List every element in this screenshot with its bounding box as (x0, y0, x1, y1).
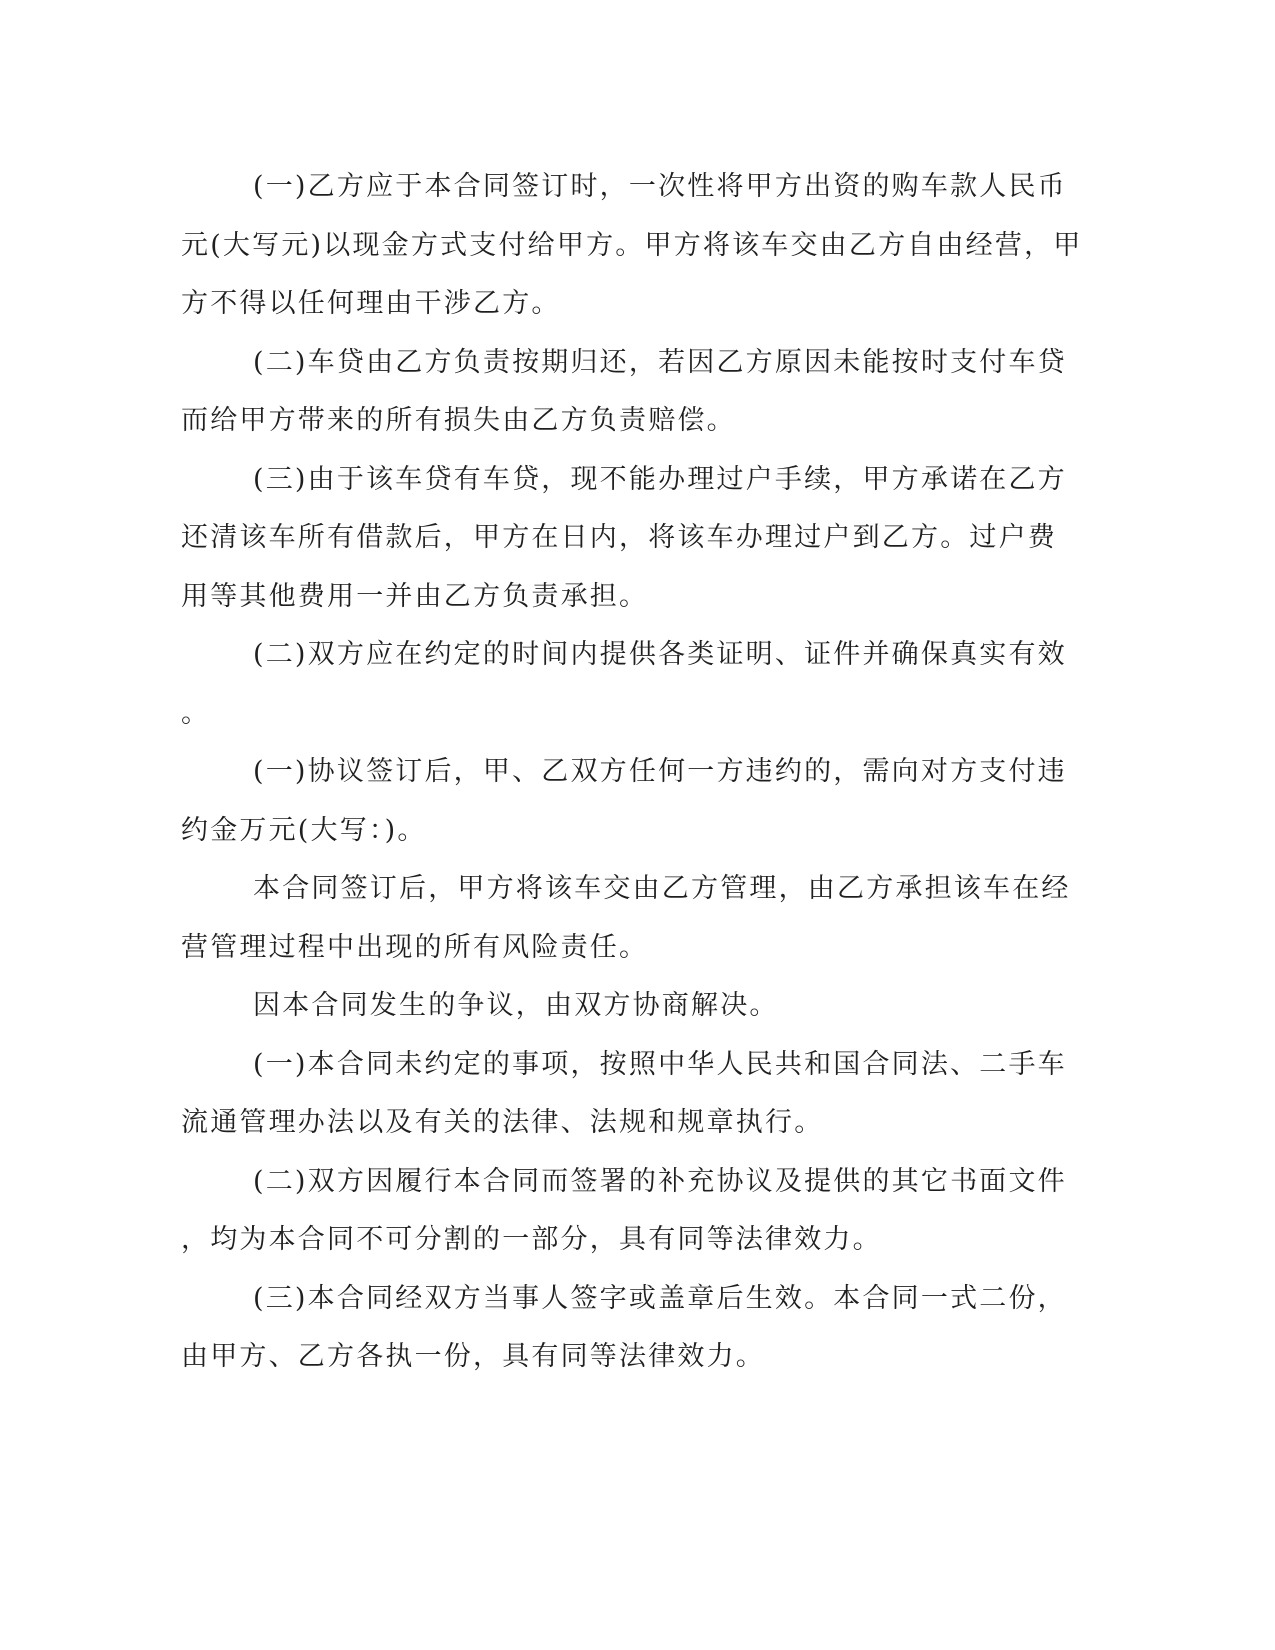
text-line: 约金万元(大写：)。 (181, 814, 427, 846)
text-line: 还清该车所有借款后，甲方在日内，将该车办理过户到乙方。过户费 (181, 522, 1057, 553)
text-line: (二)双方应在约定的时间内提供各类证明、证件并确保真实有效 (253, 639, 1067, 670)
document-body (181, 158, 1083, 1387)
text-line: 元(大写元)以现金方式支付给甲方。甲方将该车交由乙方自由经营，甲 (181, 229, 1083, 261)
text-line: (一)协议签订后，甲、乙双方任何一方违约的，需向对方支付违 (253, 756, 1067, 787)
text-line: (三)由于该车贷有车贷，现不能办理过户手续，甲方承诺在乙方 (253, 463, 1067, 495)
text-line: ，均为本合同不可分割的一部分，具有同等法律效力。 (181, 1224, 882, 1255)
paragraph-effectiveness (181, 1270, 1067, 1387)
text-line: 由甲方、乙方各执一份，具有同等法律效力。 (181, 1341, 765, 1372)
paragraph-unspecified-matters (181, 1036, 1067, 1153)
paragraph-car-loan (181, 334, 1067, 451)
text-line: 营管理过程中出现的所有风险责任。 (181, 931, 649, 963)
paragraph-dispute (181, 977, 1029, 1036)
paragraph-breach (181, 743, 1067, 860)
paragraph-transfer (181, 451, 1067, 627)
text-line: 。 (181, 697, 211, 729)
paragraph-payment (181, 158, 1083, 334)
text-line: (一)本合同未约定的事项，按照中华人民共和国合同法、二手车 (253, 1048, 1067, 1080)
paragraph-risk (181, 860, 1071, 977)
text-line: (一)乙方应于本合同签订时，一次性将甲方出资的购车款人民币 (253, 171, 1067, 202)
text-line: (二)双方因履行本合同而签署的补充协议及提供的其它书面文件 (253, 1165, 1067, 1197)
text-line: 流通管理办法以及有关的法律、法规和规章执行。 (181, 1107, 824, 1138)
paragraph-documents (181, 626, 1067, 743)
text-line: (二)车贷由乙方负责按期归还，若因乙方原因未能按时支付车贷 (253, 346, 1067, 378)
text-line: 方不得以任何理由干涉乙方。 (181, 288, 561, 319)
text-line: 而给甲方带来的所有损失由乙方负责赔偿。 (181, 405, 736, 436)
paragraph-supplementary (181, 1153, 1067, 1270)
text-line: 用等其他费用一并由乙方负责承担。 (181, 580, 649, 612)
text-line: 因本合同发生的争议，由双方协商解决。 (253, 990, 779, 1021)
text-line: 本合同签订后，甲方将该车交由乙方管理，由乙方承担该车在经 (253, 873, 1071, 904)
text-line: (三)本合同经双方当事人签字或盖章后生效。本合同一式二份， (253, 1282, 1067, 1314)
